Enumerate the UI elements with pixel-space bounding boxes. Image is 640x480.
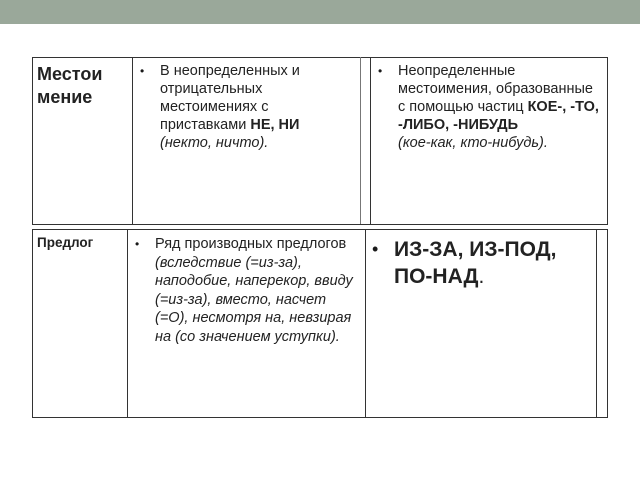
bullet-icon: • <box>378 64 383 78</box>
row2-col2-bullet-item <box>372 236 594 290</box>
row2-divider-c <box>596 229 597 418</box>
top-banner <box>0 0 640 24</box>
row1-col1-plain: В неопределенных и отрицательных местоимениях с приставками <box>160 63 300 133</box>
row2-col1-bullet-item <box>135 235 357 346</box>
row1-divider-a <box>132 57 133 225</box>
row1-col1-italic: (некто, ничто). <box>160 135 269 151</box>
row2-col1-text <box>155 235 357 346</box>
row1-top-border <box>32 57 608 58</box>
row1-col2-text <box>398 62 600 152</box>
row1-col1-bullet-item <box>140 62 352 152</box>
row1-col2-bold: КОЕ-, -ТО, -ЛИБО, -НИБУДЬ <box>398 99 599 133</box>
bullet-icon: • <box>372 239 379 259</box>
bullet-icon: • <box>140 64 145 78</box>
row2-col1-plain: Ряд производных предлогов <box>155 236 347 252</box>
row1-bottom-border <box>32 224 608 225</box>
row2-right-border <box>607 229 608 418</box>
row1-col2-bullet-item <box>378 62 600 152</box>
row2-col2-tail: . <box>478 265 485 288</box>
row2-bottom-border <box>32 417 608 418</box>
row1-label-line2: мение <box>37 87 93 107</box>
row2-divider-b <box>365 229 366 418</box>
row1-col1-text <box>160 62 352 152</box>
bullet-icon: • <box>135 237 140 251</box>
row2-left-border <box>32 229 33 418</box>
row1-col1-bold: НЕ, НИ <box>250 117 300 133</box>
row1-divider-c <box>370 57 371 225</box>
row1-label <box>37 63 102 109</box>
row2-divider-a <box>127 229 128 418</box>
row1-col2-italic: (кое-как, кто-нибудь). <box>398 135 548 151</box>
row2-col1-italic: (вследствие (=из-за), наподобие, наперекор, ввиду (=из-за), вместо, насчет (=О), несмотря на, невзирая на (со значением уступки). <box>155 254 353 345</box>
row2-col2-text <box>394 236 594 290</box>
row1-label-line1: Местои <box>37 64 103 84</box>
row1-left-border <box>32 57 33 225</box>
row1-right-border <box>607 57 608 225</box>
row2-label-text: Предлог <box>37 235 94 250</box>
row1-col2-plain: Неопределенные местоимения, образованные с помощью частиц <box>398 63 593 115</box>
row2-col2-bold: ИЗ-ЗА, ИЗ-ПОД, ПО-НАД <box>394 238 557 288</box>
row2-label <box>37 234 93 251</box>
row2-top-border <box>32 229 608 230</box>
row1-divider-b <box>360 57 361 225</box>
